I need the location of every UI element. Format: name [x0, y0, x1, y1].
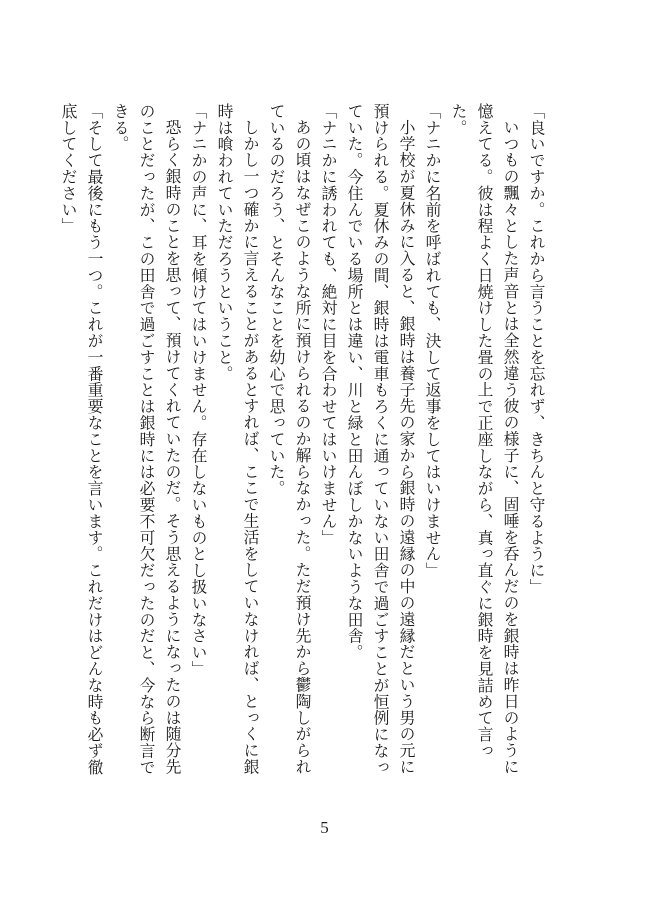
paragraph: 小学校が夏休みに入ると、銀時は養子先の家から銀時の遠縁の中の遠縁だという男の元に預けられる。夏休みの間、銀時は電車もろくに通っていない田舎で過ごすことが恒例になっていた。今住んでいる場所とは違い、川と緑と田んぼしかないような田舎。	[345, 103, 416, 776]
paragraph: しかし一つ確かに言えることがあるとすれば、ここで生活をしていなければ、とっくに銀時は喰われていただろうということ。	[215, 103, 260, 775]
page-number: 5	[320, 818, 329, 837]
paragraph: 「良いですか。これから言うことを忘れず、きちんと守るように」	[527, 103, 546, 595]
paragraph: 「ナニかに名前を呼ばれても、決して返事をしてはいけません」	[423, 103, 442, 579]
paragraph: 「ナニかの声に、耳を傾けてはいけません。存在しないものとし扱いなさい」	[189, 103, 208, 677]
paragraph: いつもの飄々とした声音とは全然違う彼の様子に、固唾を呑んだのを銀時は昨日のように憶えてる。彼は程よく日焼けした畳の上で正座しながら、真っ直ぐに銀時を見詰めて言った。	[449, 103, 520, 775]
paragraph: 「ナニかに誘われても、絶対に目を合わせてはいけません」	[319, 103, 338, 546]
vertical-text-body	[59, 103, 549, 783]
paragraph: あの頃はなぜこのような所に預けられるのか解らなかった。ただ預け先から鬱陶しがられているのだろう、とそんなことを幼心で思っていた。	[267, 103, 312, 775]
paragraph: 「そして最後にもう一つ。これが一番重要なことを言います。これだけはどんな時も必ず徹底してください」	[59, 103, 104, 776]
paragraph: 恐らく銀時のことを思って、預けてくれていたのだ。そう思えるようになったのは随分先のことだったが、この田舎で過ごすことは銀時には必要不可欠だったのだと、今なら断言できる。	[111, 103, 182, 776]
